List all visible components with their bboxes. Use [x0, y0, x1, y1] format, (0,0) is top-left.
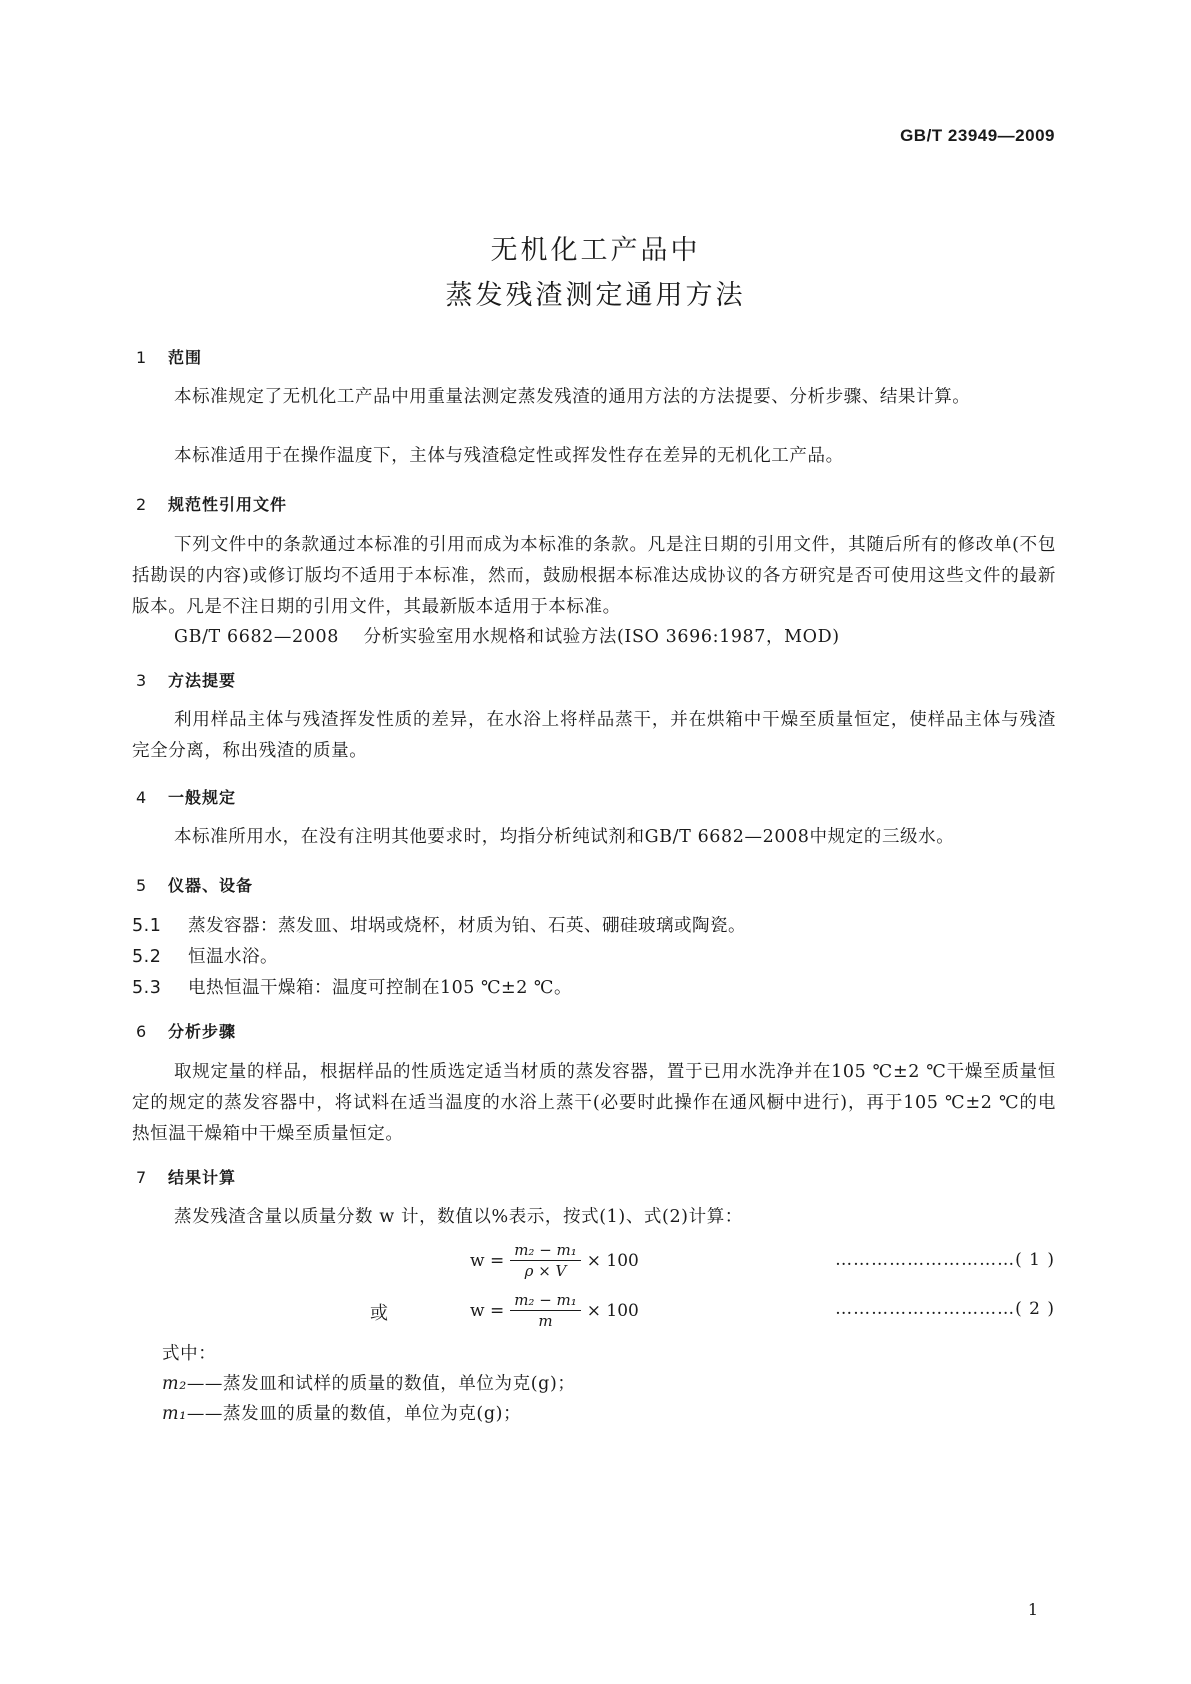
section-heading-apparatus: 5 仪器、设备 [136, 876, 254, 895]
page-number: 1 [1027, 1600, 1038, 1619]
apparatus-item: 5.1 蒸发容器：蒸发皿、坩埚或烧杯，材质为铂、石英、硼硅玻璃或陶瓷。 [132, 916, 746, 936]
formula-2-numerator: m₂ − m₁ [514, 1291, 577, 1309]
formula-1-fraction [510, 1240, 581, 1281]
formula-2-rhs: × 100 [586, 1300, 639, 1321]
variable-symbol: m₁ [162, 1404, 187, 1424]
calculation-intro: 蒸发残渣含量以质量分数 w 计，数值以%表示，按式(1)、式(2)计算： [174, 1207, 743, 1227]
where-label: 式中： [162, 1344, 217, 1364]
general-provisions-paragraph: 本标准所用水，在没有注明其他要求时，均指分析纯试剂和GB/T 6682—2008中规定的三级水。 [174, 827, 955, 847]
section-heading-procedure: 6 分析步骤 [136, 1022, 237, 1041]
formula-2-fraction [510, 1290, 581, 1331]
section-heading-scope: 1 范围 [136, 348, 203, 367]
equation-number-2: …………………………( 2 ) [835, 1299, 1055, 1319]
standard-code: GB/T 23949—2009 [900, 126, 1055, 145]
variable-definition: m₂——蒸发皿和试样的质量的数值，单位为克(g)； [162, 1374, 576, 1394]
section-heading-normative-references: 2 规范性引用文件 [136, 495, 288, 514]
formula-1 [470, 1240, 639, 1281]
or-label: 或 [370, 1303, 388, 1324]
reference-title: 分析实验室用水规格和试验方法(ISO 3696:1987，MOD) [363, 627, 840, 647]
principle-paragraph: 利用样品主体与残渣挥发性质的差异，在水浴上将样品蒸干，并在烘箱中干燥至质量恒定，使样品主体与残渣完全分离，称出残渣的质量。 [132, 710, 1056, 761]
reference-entry [174, 623, 840, 648]
apparatus-item: 5.3 电热恒温干燥箱：温度可控制在105 ℃±2 ℃。 [132, 978, 572, 998]
section-heading-general-provisions: 4 一般规定 [136, 788, 237, 807]
variable-symbol: m₂ [162, 1374, 187, 1394]
apparatus-item: 5.2 恒温水浴。 [132, 947, 278, 967]
formula-1-rhs: × 100 [586, 1250, 639, 1271]
formula-1-denominator: ρ × V [524, 1262, 567, 1280]
section-heading-principle: 3 方法提要 [136, 671, 237, 690]
formula-2 [470, 1290, 639, 1331]
reference-code: GB/T 6682—2008 [174, 627, 339, 647]
scope-paragraph-1: 本标准规定了无机化工产品中用重量法测定蒸发残渣的通用方法的方法提要、分析步骤、结果计算。 [174, 387, 971, 407]
formula-2-denominator: m [538, 1312, 553, 1330]
formula-1-lhs: w = [470, 1250, 505, 1271]
references-paragraph: 下列文件中的条款通过本标准的引用而成为本标准的条款。凡是注日期的引用文件，其随后所有的修改单(不包括勘误的内容)或修订版均不适用于本标准，然而，鼓励根据本标准达成协议的各方研究是否可使用这些文件的最新版本。凡是不注日期的引用文件，其最新版本适用于本标准。 [132, 535, 1056, 617]
variable-definition: m₁——蒸发皿的质量的数值，单位为克(g)； [162, 1404, 522, 1424]
section-heading-calculation: 7 结果计算 [136, 1168, 237, 1187]
document-title-line-1: 无机化工产品中 [490, 235, 701, 266]
formula-1-numerator: m₂ − m₁ [514, 1241, 577, 1259]
document-title-line-2: 蒸发残渣测定通用方法 [445, 280, 746, 311]
formula-2-lhs: w = [470, 1300, 505, 1321]
scope-paragraph-2: 本标准适用于在操作温度下，主体与残渣稳定性或挥发性存在差异的无机化工产品。 [174, 446, 844, 466]
procedure-paragraph: 取规定量的样品，根据样品的性质选定适当材质的蒸发容器，置于已用水洗净并在105 ℃±2 ℃干燥至质量恒定的规定的蒸发容器中，将试料在适当温度的水浴上蒸干(必要时此操作在通风橱中进行)，再于105 ℃±2 ℃的电热恒温干燥箱中干燥至质量恒定。 [132, 1062, 1056, 1144]
equation-number-1: …………………………( 1 ) [835, 1250, 1055, 1270]
